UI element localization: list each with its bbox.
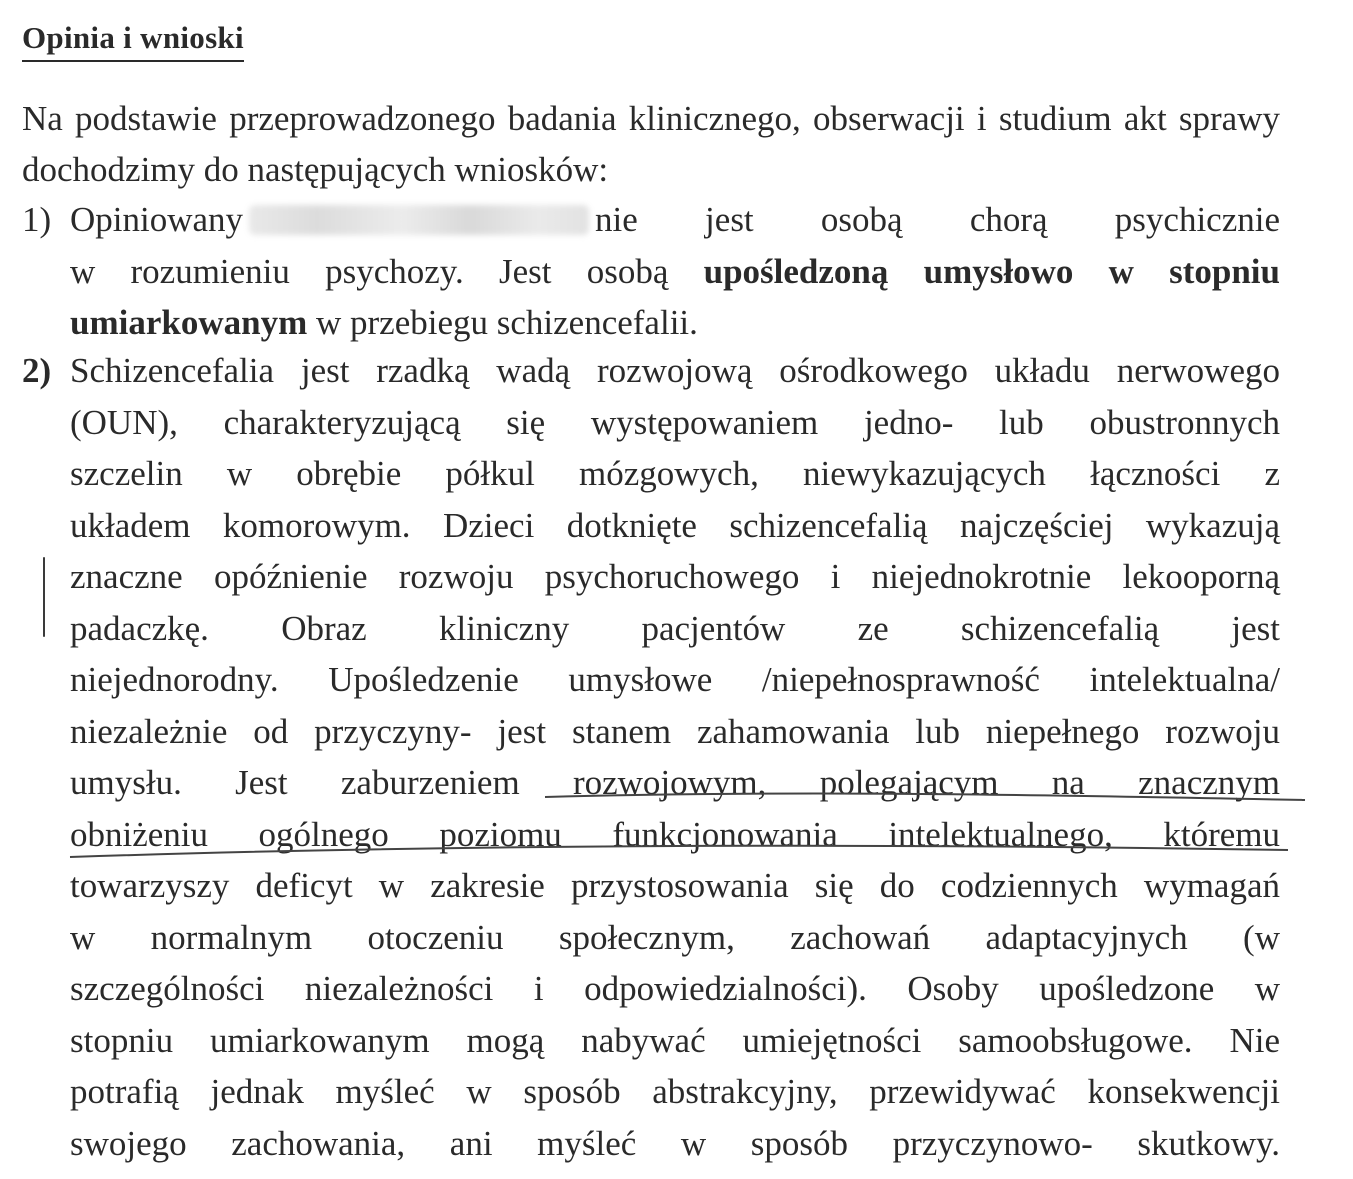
item-line: towarzyszy deficyt w zakresie przystosowania się do codziennych wymagań <box>70 866 1280 905</box>
item-line: w normalnym otoczeniu społecznym, zachowań adaptacyjnych (w <box>70 917 1280 957</box>
item-text: nie jest osobą chorą psychicznie <box>595 200 1280 239</box>
emphasis-text: upośledzoną umysłowo w stopniu <box>703 251 1280 291</box>
item-line: swojego zachowania, ani myśleć w sposób przyczynowo- skutkowy. <box>70 1123 1280 1163</box>
item-body <box>70 194 1280 349</box>
item-text: w rozumieniu psychozy. Jest osobą <box>70 251 704 291</box>
margin-mark <box>43 557 45 637</box>
item-text: w przebiegu schizencefalii. <box>307 303 698 342</box>
item-line <box>70 246 1280 298</box>
emphasis-text: umiarkowanym <box>70 303 308 342</box>
item-number: 2) <box>22 351 52 390</box>
intro-paragraph: Na podstawie przeprowadzonego badania klinicznego, obserwacji i studium akt sprawy dochodzimy do następujących wniosków: <box>22 99 1280 189</box>
item-line: potrafią jednak myśleć w sposób abstrakcyjny, przewidywać konsekwencji <box>70 1072 1280 1111</box>
item-line: znaczne opóźnienie rozwoju psychoruchowego i niejednokrotnie lekooporną <box>70 557 1280 596</box>
item-line: obniżeniu ogólnego poziomu funkcjonowania intelektualnego, któremu <box>70 814 1280 854</box>
item-body <box>70 345 1280 1169</box>
item-line: niejednorodny. Upośledzenie umysłowe /niepełnosprawność intelektualna/ <box>70 660 1280 699</box>
item-line: umysłu. Jest zaburzeniem rozwojowym, polegającym na znacznym <box>70 763 1280 802</box>
item-number: 1) <box>22 200 52 239</box>
section-heading: Opinia i wnioski <box>22 18 244 62</box>
item-text: Opiniowany <box>70 200 244 239</box>
item-line: niezależnie od przyczyny- jest stanem zahamowania lub niepełnego rozwoju <box>70 711 1280 751</box>
conclusion-item-2 <box>22 345 1280 1169</box>
redacted-name <box>249 205 589 235</box>
item-line: padaczkę. Obraz kliniczny pacjentów ze schizencefalią jest <box>70 608 1280 648</box>
item-line <box>70 194 1280 246</box>
item-line: układem komorowym. Dzieci dotknięte schizencefalią najczęściej wykazują <box>70 505 1280 545</box>
item-line: Schizencefalia jest rzadką wadą rozwojową ośrodkowego układu nerwowego <box>70 351 1280 390</box>
item-line: (OUN), charakteryzującą się występowaniem jedno- lub obustronnych <box>70 402 1280 442</box>
item-line: szczelin w obrębie półkul mózgowych, niewykazujących łączności z <box>70 454 1280 493</box>
item-line <box>70 297 1280 349</box>
item-line: szczególności niezależności i odpowiedzialności). Osoby upośledzone w <box>70 969 1280 1008</box>
item-line: stopniu umiarkowanym mogą nabywać umiejętności samoobsługowe. Nie <box>70 1020 1280 1060</box>
conclusion-item-1 <box>22 194 1280 349</box>
